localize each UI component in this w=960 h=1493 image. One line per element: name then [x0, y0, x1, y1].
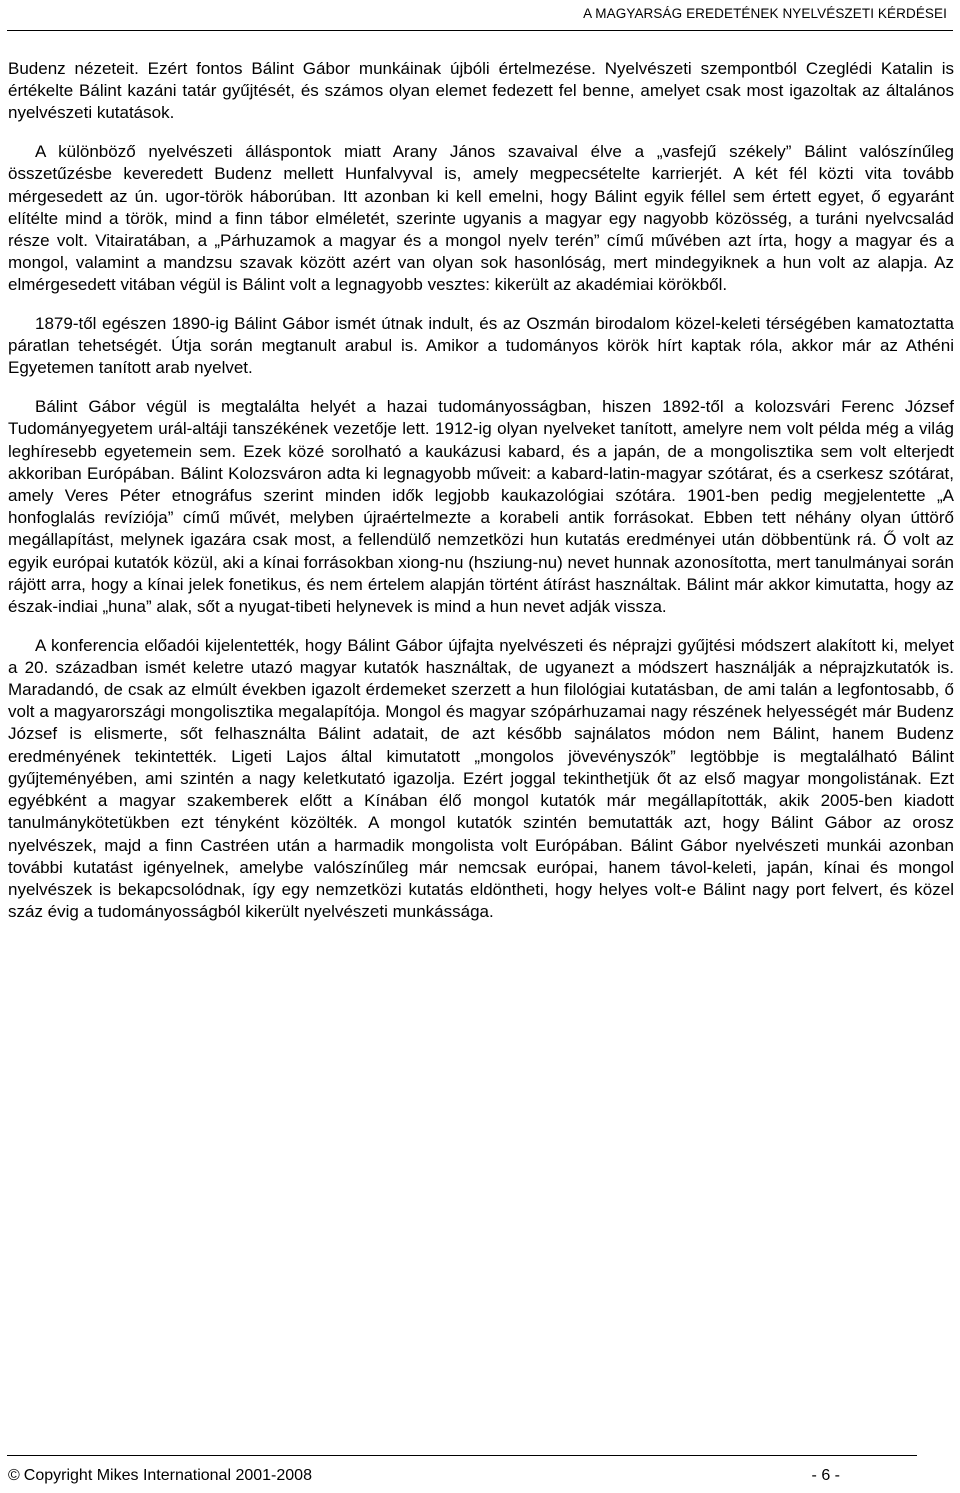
- page-header: [0, 0, 960, 36]
- running-header-title: A MAGYARSÁG EREDETÉNEK NYELVÉSZETI KÉRDÉSEI: [583, 6, 947, 21]
- header-divider: [7, 30, 953, 31]
- paragraph: Bálint Gábor végül is megtalálta helyét a hazai tudományosságban, hiszen 1892-től a kolozsvári Ferenc József Tudományegyetem urál-altáji tanszékének vezetője lett. 1912-ig olyan nyelveket tanított, amelyre nem volt példa még a világ leghíresebb egyetemein sem. Ezek közé sorolható a kaukázusi kabard, és a japán, de a mongolisztika sem volt elterjedt akkoriban Európában. Bálint Kolozsváron adta ki legnagyobb műveit: a kabard-latin-magyar szótárat, és a cserkesz szótárat, amely Veres Péter etnográfus szerint minden idők legjobb kaukazológiai szótára. 1901-ben pedig megjelentette „A honfoglalás revíziója” című művét, melyben újraértelmezte a korabeli antik forrásokat. Ebben tett néhány olyan úttörő megállapítást, melynek igazára csak most, a fellendülő nemzetközi hun kutatás eredményei után döbbentünk rá. Ő volt az egyik európai kutatók közül, aki a kínai forrásokban xiong-nu (hsziung-nu) nevet hunnak azonosította, mert tanulmányai során rájött arra, hogy a kínai jelek fonetikus, és nem értelem alapján történt átírást használtak. Bálint már akkor kimutatta, hogy az észak-indiai „huna” alak, sőt a nyugat-tibeti helynevek is mind a hun nevet adják vissza.: [8, 397, 954, 616]
- body-text: [8, 58, 954, 940]
- page-number: - 6 -: [811, 1467, 840, 1484]
- paragraph: Budenz nézeteit. Ezért fontos Bálint Gábor munkáinak újbóli értelmezése. Nyelvészeti szempontból Czeglédi Katalin is értékelte Bálint kazáni tatár gyűjtését, és számos olyan elemet fedezett fel benne, amelyet csak most igazoltak az általános nyelvészeti kutatások.: [8, 59, 954, 123]
- paragraph: A különböző nyelvészeti álláspontok miatt Arany János szavaival élve a „vasfejű székely” Bálint valószínűleg összetűzésbe keveredett Budenz mellett Hunfalvyval is, amely megpecsételte karrierjét. A két fél közti vita tovább mérgesedett az ún. ugor-török háborúban. Itt azonban ki kell emelni, hogy Bálint egyik féllel sem értett egyet, ő egyaránt elítélte mind a török, mind a finn tábor elméletét, szerinte ugyanis a magyar egy nagyobb közösség, a turáni nyelvcsalád része volt. Vitairatában, a „Párhuzamok a magyar és a mongol nyelv terén” című művében azt írta, hogy a magyar és a mongol, valamint a mandzsu szavak között azért van olyan sok hasonlóság, mert mindegyiknek a hun volt az alapja. Az elmérgesedett vitában végül is Bálint volt a legnagyobb vesztes: kikerült az akadémiai körökből.: [8, 142, 954, 295]
- copyright-text: Copyright Mikes International 2001-2008: [23, 1467, 312, 1484]
- copyright-icon: ©: [8, 1467, 20, 1484]
- copyright-notice: [8, 1466, 312, 1486]
- footer-divider: [7, 1455, 917, 1456]
- paragraph: 1879-től egészen 1890-ig Bálint Gábor ismét útnak indult, és az Oszmán birodalom közel-keleti térségében kamatoztatta páratlan tehetségét. Útja során megtanult arabul is. Amikor a tudományos körök hírt kaptak róla, akkor már az Athéni Egyetemen tanított arab nyelvet.: [8, 314, 954, 378]
- paragraph: A konferencia előadói kijelentették, hogy Bálint Gábor újfajta nyelvészeti és néprajzi gyűjtési módszert alakított ki, melyet a 20. században ismét keletre utazó magyar kutatók használtak, de ugyanezt a módszert használják a néprajzkutatók is. Maradandó, de csak az elmúlt években igazolt érdemeket szerzett a hun filológiai kutatásban, de ami talán a legfontosabb, ő volt a magyarországi mongolisztika megalapítója. Mongol és magyar szópárhuzamai nagy részének helyességét már Budenz József is elismerte, sőt felhasználta Bálint adatait, de azt később sajnálatos módon nem Bálint, hanem Budenz eredményének tekintették. Ligeti Lajos által kimutatott „mongolos jövevényszók” legtöbbje is megtalálható Bálint gyűjteményében, ami szintén a nagy keletkutató igazolja. Ezért joggal tekinthetjük őt az első magyar mongolistának. Ezt egyébként a magyar szakemberek előtt a Kínában élő mongol kutatók már megállapították, akik 2005-ben kiadott tanulmánykötetükben ezt tényként közölték. A mongol kutatók szintén bemutatták azt, hogy Bálint Gábor az orosz nyelvészek, majd a finn Castréen után a harmadik mongolista volt Európában. Bálint Gábor nyelvészeti munkái azonban további kutatást igényelnek, amelybe valószínűleg már nemcsak európai, hanem távol-keleti, japán, kínai és mongol nyelvészek is bekapcsolódnak, így egy nemzetközi kutatás eldöntheti, hogy helyes volt-e Bálint nagy port felvert, és közel száz évig a tudományosságból kikerült nyelvészeti munkássága.: [8, 635, 954, 922]
